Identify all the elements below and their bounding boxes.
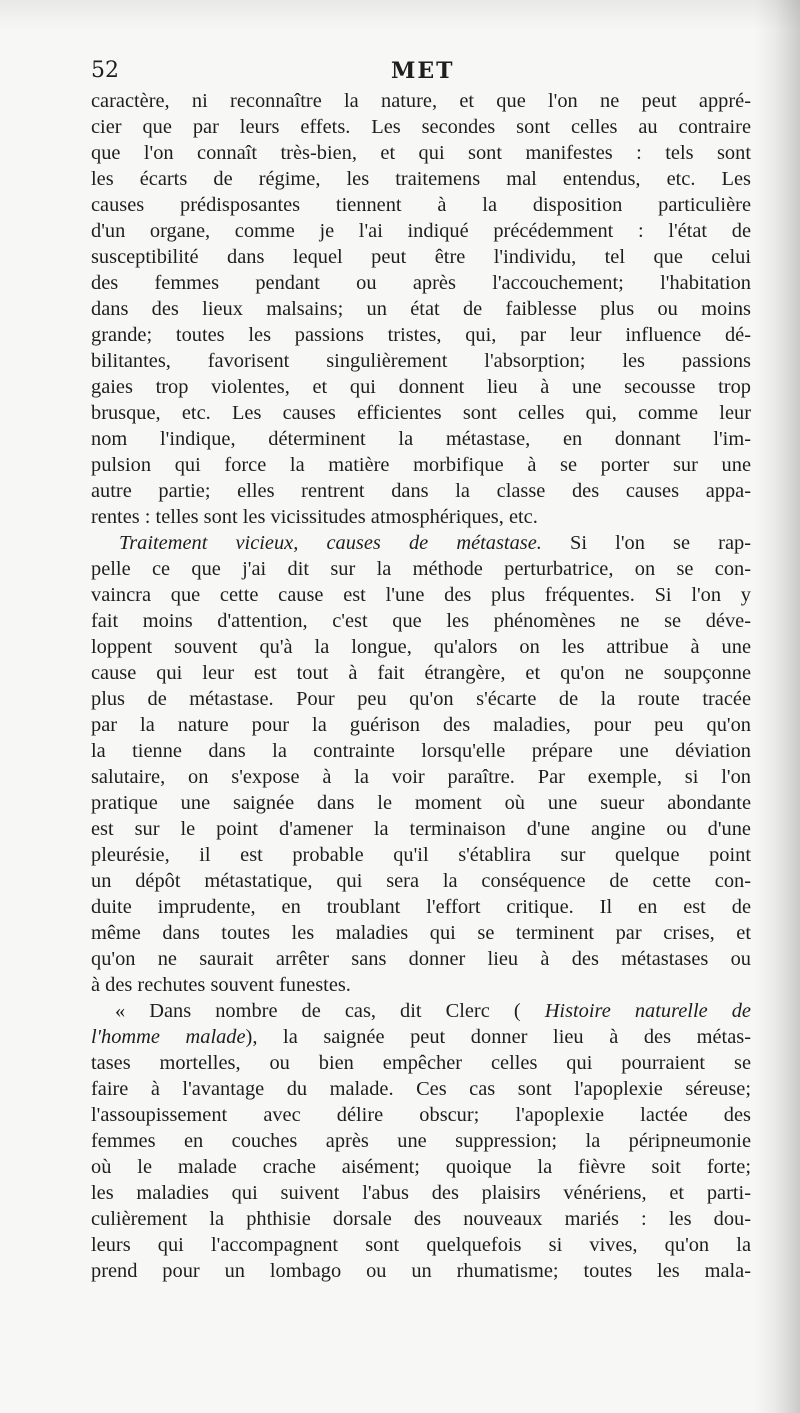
text-line: nom l'indique, déterminent la métastase, en donnant l'im- — [91, 428, 751, 450]
paragraph-3-second-line-rest: ), la saignée peut donner lieu à des métas- — [245, 1026, 751, 1048]
text-line: plus de métastase. Pour peu qu'on s'écarte de la route tracée — [91, 688, 751, 710]
text-line: fait moins d'attention, c'est que les phénomènes ne se déve- — [91, 610, 751, 632]
text-line: culièrement la phthisie dorsale des nouveaux mariés : les dou- — [91, 1208, 751, 1230]
section-heading: Traitement vicieux, causes de métastase. — [119, 532, 542, 554]
text-line: des femmes pendant ou après l'accouchement; l'habitation — [91, 272, 751, 294]
text-line: pratique une saignée dans le moment où une sueur abondante — [91, 792, 751, 814]
page-gutter-shadow — [754, 0, 800, 1413]
running-head: MET — [391, 58, 455, 84]
text-line: la tienne dans la contrainte lorsqu'elle prépare une déviation — [91, 740, 751, 762]
text-line: pleurésie, il est probable qu'il s'établira sur quelque point — [91, 844, 751, 866]
text-line: par la nature pour la guérison des maladies, pour peu qu'on — [91, 714, 751, 736]
text-line: d'un organe, comme je l'ai indiqué précédemment : l'état de — [91, 220, 751, 242]
text-line: caractère, ni reconnaître la nature, et que l'on ne peut appré- — [91, 90, 751, 112]
text-line: est sur le point d'amener la terminaison d'une angine ou d'une — [91, 818, 751, 840]
text-line: rentes : telles sont les vicissitudes atmosphériques, etc. — [91, 506, 538, 528]
text-line: cause qui leur est tout à fait étrangère, et qu'on ne soupçonne — [91, 662, 751, 684]
citation-title-part-2: l'homme malade — [91, 1026, 246, 1048]
text-line: brusque, etc. Les causes efficientes sont celles qui, comme leur — [91, 402, 751, 424]
text-line: qu'on ne saurait arrêter sans donner lieu à des métastases ou — [91, 948, 751, 970]
text-line: grande; toutes les passions tristes, qui, par leur influence dé- — [91, 324, 751, 346]
text-line: femmes en couches après une suppression; la péripneumonie — [91, 1130, 751, 1152]
text-line: un dépôt métastatique, qui sera la conséquence de cette con- — [91, 870, 751, 892]
text-line: pelle ce que j'ai dit sur la méthode perturbatrice, on se con- — [91, 558, 751, 580]
paragraph-2-first-line-rest: Si l'on se rap- — [570, 532, 751, 554]
text-line: causes prédisposantes tiennent à la disposition particulière — [91, 194, 751, 216]
citation-title-part-1: Histoire naturelle de — [544, 1000, 751, 1022]
text-line: autre partie; elles rentrent dans la classe des causes appa- — [91, 480, 751, 502]
text-line: prend pour un lombago ou un rhumatisme; toutes les mala- — [91, 1260, 751, 1282]
paragraph-2-first-line — [91, 530, 751, 556]
text-line: loppent souvent qu'à la longue, qu'alors on les attribue à une — [91, 636, 751, 658]
quote-opening: « Dans nombre de cas, dit Clerc ( — [115, 1000, 521, 1022]
text-line: dans des lieux malsains; un état de faiblesse plus ou moins — [91, 298, 751, 320]
text-line: cier que par leurs effets. Les secondes sont celles au contraire — [91, 116, 751, 138]
paragraph-2 — [91, 530, 751, 998]
page-header — [91, 58, 751, 88]
text-line: pulsion qui force la matière morbifique à se porter sur une — [91, 454, 751, 476]
paragraph-3-second-line — [91, 1024, 751, 1050]
paragraph-3-first-line — [91, 998, 751, 1024]
text-line: les écarts de régime, les traitemens mal entendus, etc. Les — [91, 168, 751, 190]
text-line: duite imprudente, en troublant l'effort critique. Il en est de — [91, 896, 751, 918]
text-line: bilitantes, favorisent singulièrement l'absorption; les passions — [91, 350, 751, 372]
paragraph-1 — [91, 88, 751, 530]
text-line: à des rechutes souvent funestes. — [91, 974, 351, 996]
text-line: vaincra que cette cause est l'une des plus fréquentes. Si l'on y — [91, 584, 751, 606]
text-line: gaies trop violentes, et qui donnent lieu à une secousse trop — [91, 376, 751, 398]
text-line: tases mortelles, ou bien empêcher celles qui pourraient se — [91, 1052, 751, 1074]
text-line: leurs qui l'accompagnent sont quelquefois si vives, qu'on la — [91, 1234, 751, 1256]
text-line: où le malade crache aisément; quoique la fièvre soit forte; — [91, 1156, 751, 1178]
paragraph-3 — [91, 998, 751, 1284]
text-line: que l'on connaît très-bien, et qui sont manifestes : tels sont — [91, 142, 751, 164]
text-line: salutaire, on s'expose à la voir paraître. Par exemple, si l'on — [91, 766, 751, 788]
text-line: susceptibilité dans lequel peut être l'individu, tel que celui — [91, 246, 751, 268]
page-top-shadow — [0, 0, 800, 30]
text-line: même dans toutes les maladies qui se terminent par crises, et — [91, 922, 751, 944]
text-line: l'assoupissement avec délire obscur; l'apoplexie lactée des — [91, 1104, 751, 1126]
page-number: 52 — [91, 58, 119, 83]
text-line: faire à l'avantage du malade. Ces cas sont l'apoplexie séreuse; — [91, 1078, 751, 1100]
text-line: les maladies qui suivent l'abus des plaisirs vénériens, et parti- — [91, 1182, 751, 1204]
body-text — [91, 88, 751, 1284]
